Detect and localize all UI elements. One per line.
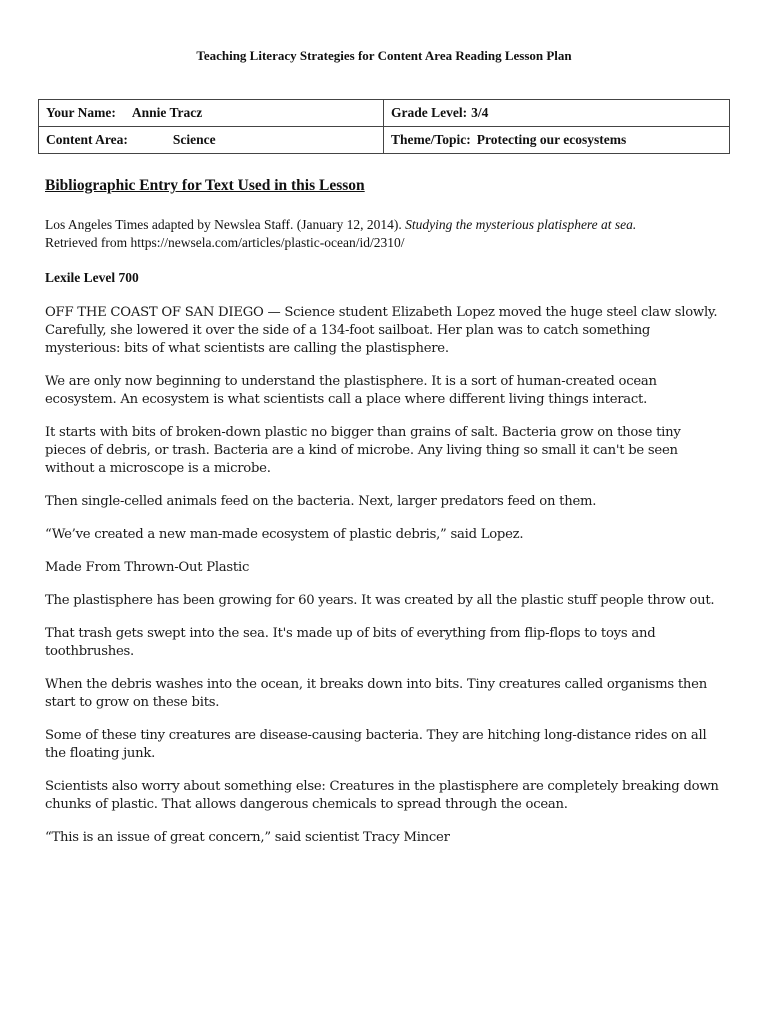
name-label: Your Name:: [46, 105, 116, 120]
theme-value: Protecting our ecosystems: [476, 132, 627, 147]
citation-prefix: Los Angeles Times adapted by Newslea Staff. (January 12, 2014).: [45, 217, 402, 232]
theme-cell: [384, 127, 730, 154]
article-paragraph: The plastisphere has been growing for 60 years. It was created by all the plastic stuff people throw out.: [45, 593, 715, 608]
theme-label: Theme/Topic:: [391, 132, 471, 147]
content-area-label: Content Area:: [46, 132, 128, 147]
lexile-level: Lexile Level 700: [45, 270, 139, 285]
grade-value: 3/4: [471, 105, 489, 120]
article-paragraph: Then single-celled animals feed on the bacteria. Next, larger predators feed on them.: [45, 494, 597, 509]
article-paragraph: OFF THE COAST OF SAN DIEGO — Science student Elizabeth Lopez moved the huge steel claw slowly. Carefully, she lowered it over the side of a 134-foot sailboat. Her plan was to catch something mysterious: bits of what scientists are calling the plastisphere.: [45, 305, 718, 356]
article-paragraph: “This is an issue of great concern,” said scientist Tracy Mincer: [45, 830, 450, 845]
article-body: [45, 304, 725, 862]
article-paragraph: When the debris washes into the ocean, it breaks down into bits. Tiny creatures called organisms then start to grow on these bits.: [45, 677, 707, 710]
info-row: [39, 127, 730, 154]
lesson-info-table: [38, 99, 730, 154]
grade-cell: [384, 100, 730, 127]
article-paragraph: We are only now beginning to understand the plastisphere. It is a sort of human-created ocean ecosystem. An ecosystem is what scientists call a place where different living things interact.: [45, 374, 657, 407]
grade-label: Grade Level:: [391, 105, 468, 120]
content-area-value: Science: [172, 132, 216, 147]
article-paragraph: Scientists also worry about something else: Creatures in the plastisphere are completely breaking down chunks of plastic. That allows dangerous chemicals to spread through the ocean.: [45, 779, 719, 812]
document-title: Teaching Literacy Strategies for Content Area Reading Lesson Plan: [196, 48, 572, 63]
citation: [45, 216, 725, 252]
article-subheading: Made From Thrown-Out Plastic: [45, 560, 250, 575]
article-paragraph: It starts with bits of broken-down plastic no bigger than grains of salt. Bacteria grow on those tiny pieces of debris, or trash. Bacteria are a kind of microbe. Any living thing so small it can't be seen without a microscope is a microbe.: [45, 425, 681, 476]
name-cell: [39, 100, 384, 127]
article-paragraph: That trash gets swept into the sea. It's made up of bits of everything from flip-flops to toys and toothbrushes.: [45, 626, 656, 659]
bibliography-heading: Bibliographic Entry for Text Used in this Lesson: [45, 177, 365, 194]
name-value: Annie Tracz: [131, 105, 203, 120]
article-paragraph: “We’ve created a new man-made ecosystem of plastic debris,” said Lopez.: [45, 527, 524, 542]
citation-title: Studying the mysterious platisphere at sea.: [405, 217, 637, 232]
citation-retrieved: Retrieved from https://newsela.com/articles/plastic-ocean/id/2310/: [45, 235, 405, 250]
content-area-cell: [39, 127, 384, 154]
info-row: [39, 100, 730, 127]
article-paragraph: Some of these tiny creatures are disease-causing bacteria. They are hitching long-distance rides on all the floating junk.: [45, 728, 707, 761]
